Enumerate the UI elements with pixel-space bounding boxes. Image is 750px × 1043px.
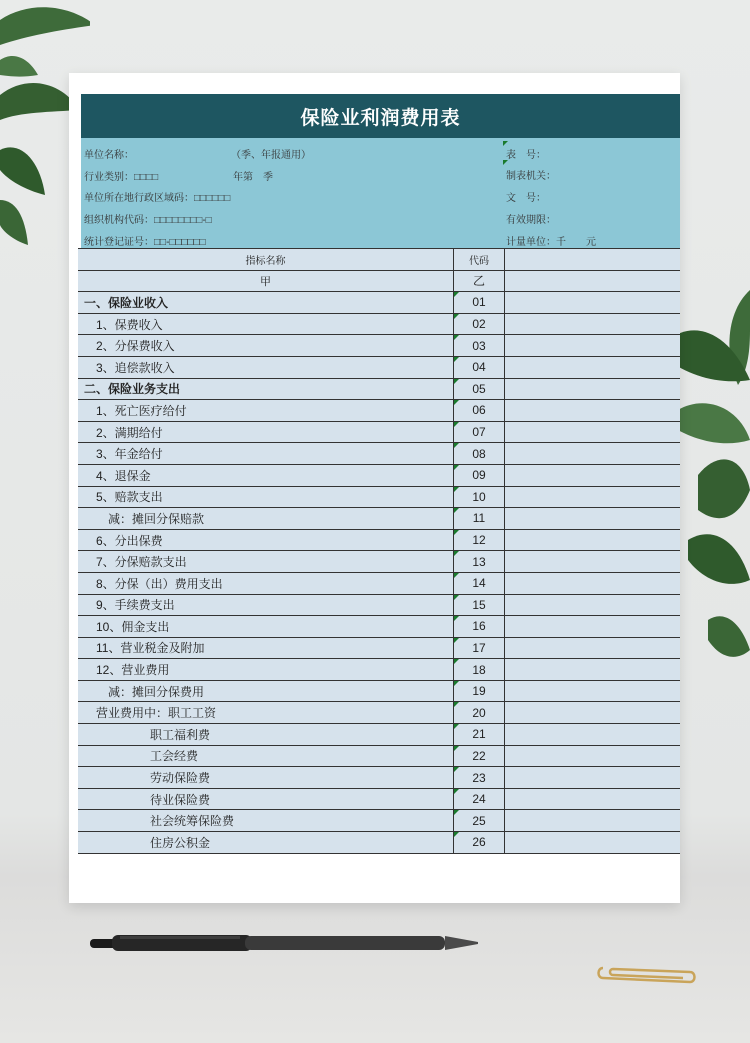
cell-comment-marker: [454, 530, 459, 535]
table-row: [78, 357, 680, 379]
value-cell[interactable]: [505, 746, 680, 767]
value-cell[interactable]: [505, 573, 680, 594]
indicator-code: 22: [454, 746, 505, 767]
indicator-name: 9、手续费支出: [78, 595, 454, 616]
document-number-label: 文 号：: [506, 193, 546, 204]
indicator-name: 工会经费: [78, 746, 454, 767]
cell-comment-marker: [503, 141, 508, 146]
cell-comment-marker: [454, 681, 459, 686]
table-row: [78, 292, 680, 314]
indicator-code: 25: [454, 810, 505, 831]
cell-comment-marker: [454, 638, 459, 643]
indicator-code: 06: [454, 400, 505, 421]
cell-comment-marker: [454, 508, 459, 513]
table-row: [78, 530, 680, 552]
indicator-code: 21: [454, 724, 505, 745]
plant-decoration-right: [668, 290, 750, 710]
report-info-block: [81, 138, 680, 248]
cell-comment-marker: [454, 810, 459, 815]
indicator-name: 3、追偿款收入: [78, 357, 454, 378]
indicator-name: 减：摊回分保费用: [78, 681, 454, 702]
value-cell[interactable]: [505, 530, 680, 551]
indicator-code: 04: [454, 357, 505, 378]
cell-comment-marker: [454, 465, 459, 470]
table-row: [78, 551, 680, 573]
report-period-note: （季、年报通用）: [231, 150, 311, 161]
report-sheet: [69, 73, 680, 903]
form-number-label: 表 号：: [506, 150, 546, 161]
value-cell[interactable]: [505, 335, 680, 356]
indicator-code: 15: [454, 595, 505, 616]
indicator-name: 住房公积金: [78, 832, 454, 853]
table-row: [78, 767, 680, 789]
indicator-code: 14: [454, 573, 505, 594]
table-row: [78, 681, 680, 703]
cell-comment-marker: [454, 551, 459, 556]
value-cell[interactable]: [505, 789, 680, 810]
cell-comment-marker: [454, 314, 459, 319]
value-cell[interactable]: [505, 487, 680, 508]
indicator-name: 8、分保（出）费用支出: [78, 573, 454, 594]
indicator-name: 二、保险业务支出: [78, 379, 454, 400]
value-cell[interactable]: [505, 616, 680, 637]
indicator-code: 11: [454, 508, 505, 529]
value-cell[interactable]: [505, 443, 680, 464]
subheader-code: 乙: [454, 271, 505, 292]
indicator-name: 社会统筹保险费: [78, 810, 454, 831]
value-cell[interactable]: [505, 314, 680, 335]
indicator-code: 18: [454, 659, 505, 680]
cell-comment-marker: [454, 379, 459, 384]
header-indicator-name: 指标名称: [78, 249, 454, 270]
table-row: [78, 746, 680, 768]
indicator-name: 职工福利费: [78, 724, 454, 745]
table-row: [78, 724, 680, 746]
value-cell[interactable]: [505, 724, 680, 745]
value-cell[interactable]: [505, 659, 680, 680]
table-row: [78, 616, 680, 638]
indicator-name: 2、分保费收入: [78, 335, 454, 356]
cell-comment-marker: [454, 616, 459, 621]
indicator-code: 17: [454, 638, 505, 659]
indicator-name: 1、死亡医疗给付: [78, 400, 454, 421]
cell-comment-marker: [454, 573, 459, 578]
indicator-code: 05: [454, 379, 505, 400]
unit-name-label: 单位名称：: [84, 150, 134, 161]
table-row: [78, 465, 680, 487]
indicator-code: 07: [454, 422, 505, 443]
subheader-name: 甲: [78, 271, 454, 292]
value-cell[interactable]: [505, 292, 680, 313]
indicator-code: 23: [454, 767, 505, 788]
table-row: [78, 810, 680, 832]
value-cell[interactable]: [505, 551, 680, 572]
cell-comment-marker: [454, 292, 459, 297]
indicator-name: 11、营业税金及附加: [78, 638, 454, 659]
table-row: [78, 443, 680, 465]
table-row: [78, 400, 680, 422]
value-cell[interactable]: [505, 465, 680, 486]
indicator-code: 10: [454, 487, 505, 508]
value-cell[interactable]: [505, 681, 680, 702]
cell-comment-marker: [454, 335, 459, 340]
registration-number-label: 统计登记证号：□□-□□□□□□: [84, 237, 206, 248]
indicator-code: 16: [454, 616, 505, 637]
indicator-name: 7、分保赔款支出: [78, 551, 454, 572]
indicator-name: 5、赔款支出: [78, 487, 454, 508]
indicator-code: 12: [454, 530, 505, 551]
indicator-code: 24: [454, 789, 505, 810]
cell-comment-marker: [454, 595, 459, 600]
table-row: [78, 789, 680, 811]
indicator-name: 12、营业费用: [78, 659, 454, 680]
indicator-code: 02: [454, 314, 505, 335]
indicator-name: 一、保险业收入: [78, 292, 454, 313]
indicator-code: 08: [454, 443, 505, 464]
indicator-name: 2、满期给付: [78, 422, 454, 443]
indicator-name: 3、年金给付: [78, 443, 454, 464]
cell-comment-marker: [454, 659, 459, 664]
region-code-label: 单位所在地行政区域码：□□□□□□: [84, 193, 231, 204]
value-cell[interactable]: [505, 832, 680, 853]
table-row: [78, 702, 680, 724]
year-quarter-note: 年第 季: [233, 172, 273, 183]
issuing-authority-label: 制表机关：: [506, 171, 556, 182]
indicator-name: 10、佣金支出: [78, 616, 454, 637]
indicator-name: 劳动保险费: [78, 767, 454, 788]
value-cell[interactable]: [505, 702, 680, 723]
indicator-code: 20: [454, 702, 505, 723]
cell-comment-marker: [454, 487, 459, 492]
table-row: [78, 487, 680, 509]
profit-expense-table: [78, 248, 680, 854]
value-cell[interactable]: [505, 767, 680, 788]
table-subheader-row: [78, 271, 680, 293]
table-row: [78, 832, 680, 854]
table-row: [78, 638, 680, 660]
cell-comment-marker: [454, 789, 459, 794]
cell-comment-marker: [454, 724, 459, 729]
cell-comment-marker: [503, 160, 508, 165]
table-row: [78, 314, 680, 336]
industry-category-label: 行业类别：□□□□: [84, 172, 159, 183]
table-row: [78, 573, 680, 595]
indicator-name: 1、保费收入: [78, 314, 454, 335]
table-row: [78, 379, 680, 401]
paper-clip-decoration: [595, 958, 699, 988]
cell-comment-marker: [454, 422, 459, 427]
indicator-code: 01: [454, 292, 505, 313]
value-cell[interactable]: [505, 508, 680, 529]
indicator-name: 减：摊回分保赔款: [78, 508, 454, 529]
header-code: 代码: [454, 249, 505, 270]
cell-comment-marker: [454, 746, 459, 751]
value-cell[interactable]: [505, 400, 680, 421]
indicator-name: 4、退保金: [78, 465, 454, 486]
table-header-row: [78, 249, 680, 271]
header-value-cell[interactable]: [505, 249, 680, 270]
table-row: [78, 335, 680, 357]
table-row: [78, 422, 680, 444]
table-row: [78, 659, 680, 681]
value-cell[interactable]: [505, 810, 680, 831]
indicator-code: 13: [454, 551, 505, 572]
value-cell[interactable]: [505, 422, 680, 443]
indicator-code: 26: [454, 832, 505, 853]
validity-period-label: 有效期限：: [506, 215, 556, 226]
cell-comment-marker: [454, 702, 459, 707]
indicator-name: 6、分出保费: [78, 530, 454, 551]
table-row: [78, 508, 680, 530]
indicator-name: 营业费用中：职工工资: [78, 702, 454, 723]
indicator-code: 03: [454, 335, 505, 356]
indicator-name: 待业保险费: [78, 789, 454, 810]
pen-decoration: [90, 930, 480, 956]
measurement-unit-label: 计量单位：千 元: [506, 237, 596, 248]
organization-code-label: 组织机构代码：□□□□□□□□-□: [84, 215, 212, 226]
value-cell[interactable]: [505, 357, 680, 378]
cell-comment-marker: [454, 443, 459, 448]
subheader-value-cell[interactable]: [505, 271, 680, 292]
indicator-code: 09: [454, 465, 505, 486]
table-row: [78, 595, 680, 617]
cell-comment-marker: [454, 400, 459, 405]
cell-comment-marker: [454, 767, 459, 772]
indicator-code: 19: [454, 681, 505, 702]
report-title: 保险业利润费用表: [81, 94, 680, 138]
cell-comment-marker: [454, 832, 459, 837]
cell-comment-marker: [454, 357, 459, 362]
value-cell[interactable]: [505, 638, 680, 659]
value-cell[interactable]: [505, 379, 680, 400]
value-cell[interactable]: [505, 595, 680, 616]
